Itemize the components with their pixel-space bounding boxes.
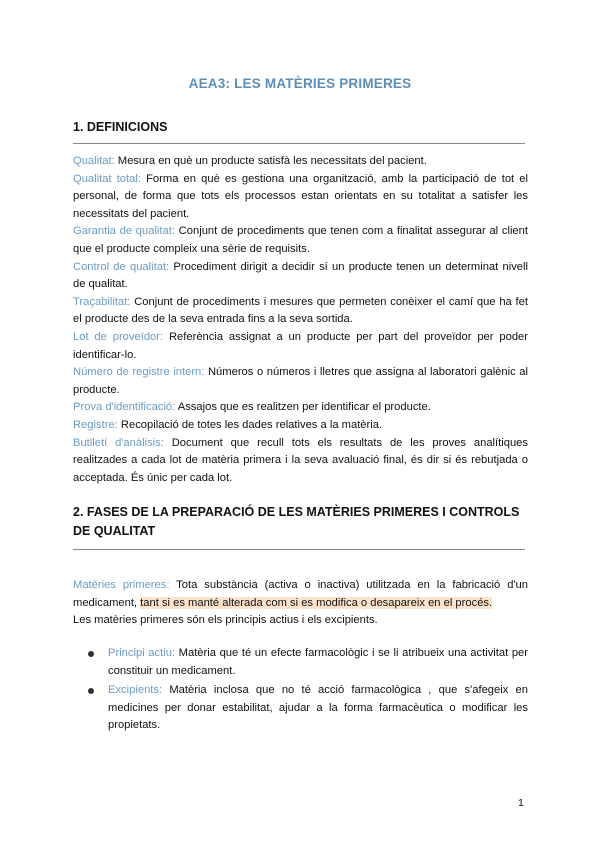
- page-number: 1: [518, 797, 524, 809]
- definition-term: Qualitat total:: [73, 172, 141, 185]
- bullet-list: [73, 645, 528, 737]
- bullet-text: Matèria que té un efecte farmacològic i se li atribueix una activitat per constituir un medicament.: [108, 647, 529, 677]
- definition-text: Números o números i lletres que assigna al laboratori galènic al producte.: [73, 366, 528, 396]
- definition-text: Referència assignat a un producte per part del proveïdor per poder identificar-lo.: [73, 330, 528, 361]
- definition-term: Garantia de qualitat:: [73, 225, 175, 238]
- definition-item: [73, 435, 528, 488]
- bullet-item: [73, 645, 528, 680]
- definition-term: Qualitat:: [73, 155, 115, 167]
- bullet-term: Principi actiu:: [108, 647, 176, 659]
- definition-text: Procediment dirigit a decidir sí un producte tenen un determinat nivell de qualitat.: [73, 260, 528, 291]
- definition-item: [73, 417, 528, 435]
- definition-item: [73, 294, 528, 329]
- definition-text: Mesura en què un producte satisfà les necessitats del pacient.: [114, 155, 427, 167]
- intro-line-2: Les matèries primeres són els principis actius i els excipients.: [73, 614, 378, 627]
- definition-term: Lot de proveïdor:: [73, 330, 164, 343]
- page-title: AEA3: LES MATÈRIES PRIMERES: [188, 76, 412, 91]
- bullet-text: Matèria inclosa que no té acció farmacològica , que s'afegeix en medicines per donar estabilitat, ajudar a la forma farmacèutica o modificar les propietats.: [108, 684, 528, 732]
- definition-text: Assajos que es realitzen per identificar el producte.: [175, 401, 431, 414]
- definition-term: Traçabilitat:: [73, 295, 131, 308]
- definition-text: Recopilació de totes les dades relatives a la matèria.: [117, 418, 383, 431]
- definition-item: [73, 364, 528, 399]
- definition-item: [73, 223, 528, 258]
- definition-term: Control de qualitat:: [73, 260, 170, 273]
- definition-text: Conjunt de procediments que tenen com a finalitat assegurar al client que el producte compleix una sèrie de requisits.: [73, 225, 528, 255]
- bullet-dot-icon: [88, 688, 94, 694]
- bullet-term: Excipients:: [108, 684, 163, 697]
- definition-term: Prova d'identificació:: [73, 401, 176, 414]
- intro-paragraph: [73, 577, 528, 612]
- intro-term: Matèries primeres:: [73, 579, 170, 591]
- intro-text: Tota substància (activa o inactiva) utilitzada en la fabricació d'un medicament,: [73, 579, 528, 609]
- definition-text: Document que recull tots els resultats de les proves analítiques realitzades a cada lot de matèria primera i la seva avaluació final, és dir si és rebutjada o acceptada. És únic per cada lot.: [73, 436, 528, 484]
- definition-item: [73, 329, 528, 364]
- section-1-heading: 1. DEFINICIONS: [73, 120, 168, 134]
- definition-text: Forma en què es gestiona una organització, amb la participació de tot el personal, de forma que tots els processos estan orientats en su totalitat a satisfer les necessitats del pacient.: [73, 172, 528, 220]
- definition-term: Número de registre intern:: [73, 366, 205, 379]
- definition-item: [73, 171, 528, 224]
- definition-term: Registre:: [73, 418, 118, 431]
- section-1-divider: [73, 143, 525, 144]
- definition-item: [73, 153, 528, 171]
- definitions-list: [73, 153, 528, 487]
- bullet-dot-icon: [88, 651, 94, 657]
- section-2-divider: [73, 549, 525, 550]
- bullet-item: [73, 682, 528, 735]
- definition-item: [73, 399, 528, 417]
- definition-item: [73, 259, 528, 294]
- definition-term: Butlletí d'anàlisis:: [73, 436, 164, 449]
- highlighted-text: tant si es manté alterada com si es modifica o desapareix en el procés.: [140, 596, 493, 609]
- section-2-heading: 2. FASES DE LA PREPARACIÓ DE LES MATÈRIES PRIMERES I CONTROLS DE QUALITAT: [73, 505, 520, 538]
- definition-text: Conjunt de procediments i mesures que permeten conèixer el camí que ha fet el producte des de la seva entrada fins a la seva sortida.: [73, 295, 528, 326]
- raw-materials-intro: [73, 577, 528, 630]
